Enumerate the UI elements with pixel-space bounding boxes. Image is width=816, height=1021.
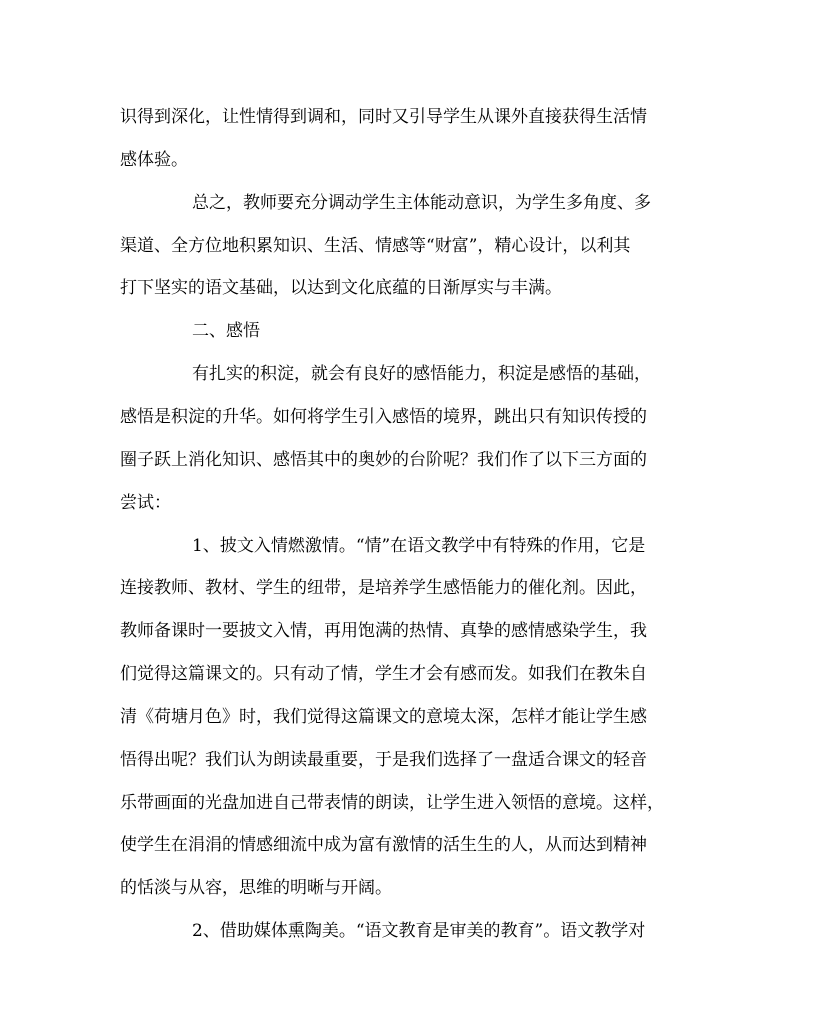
paragraph-line: 总之，教师要充分调动学生主体能动意识，为学生多角度、多 [192,193,651,213]
paragraph-line: 乐带画面的光盘加进自己带表情的朗读，让学生进入领悟的意境。这样， [120,793,664,813]
paragraph-line: 尝试： [120,493,171,513]
paragraph-line: 清《荷塘月色》时，我们觉得这篇课文的意境太深，怎样才能让学生感 [120,707,647,727]
paragraph-line: 的恬淡与从容，思维的明晰与开阔。 [120,878,392,898]
paragraph-line: 连接教师、教材、学生的纽带，是培养学生感悟能力的催化剂。因此， [120,578,647,598]
paragraph-line: 感悟是积淀的升华。如何将学生引入感悟的境界，跳出只有知识传授的 [120,407,647,427]
paragraph-line: 识得到深化，让性情得到调和，同时又引导学生从课外直接获得生活情 [120,107,647,127]
paragraph-line: 1、披文入情燃激情。“情”在语文教学中有特殊的作用，它是 [192,536,646,556]
paragraph-line: 2、借助媒体熏陶美。“语文教育是审美的教育”。语文教学对 [192,921,646,941]
paragraph-line: 悟得出呢？我们认为朗读最重要，于是我们选择了一盘适合课文的轻音 [120,750,647,770]
paragraph-line: 圈子跃上消化知识、感悟其中的奥妙的台阶呢？我们作了以下三方面的 [120,450,647,470]
paragraph-line: 有扎实的积淀，就会有良好的感悟能力，积淀是感悟的基础， [192,364,651,384]
paragraph-line: 们觉得这篇课文的。只有动了情，学生才会有感而发。如我们在教朱自 [120,664,647,684]
paragraph-line: 打下坚实的语文基础，以达到文化底蕴的日渐厚实与丰满。 [120,278,562,298]
paragraph-line: 教师备课时一要披文入情，再用饱满的热情、真挚的感情感染学生，我 [120,621,647,641]
paragraph-line: 渠道、全方位地积累知识、生活、情感等“财富”，精心设计，以利其 [120,236,631,256]
section-heading: 二、感悟 [192,321,260,341]
paragraph-line: 感体验。 [120,150,188,170]
paragraph-line: 使学生在涓涓的情感细流中成为富有激情的活生生的人，从而达到精神 [120,835,647,855]
